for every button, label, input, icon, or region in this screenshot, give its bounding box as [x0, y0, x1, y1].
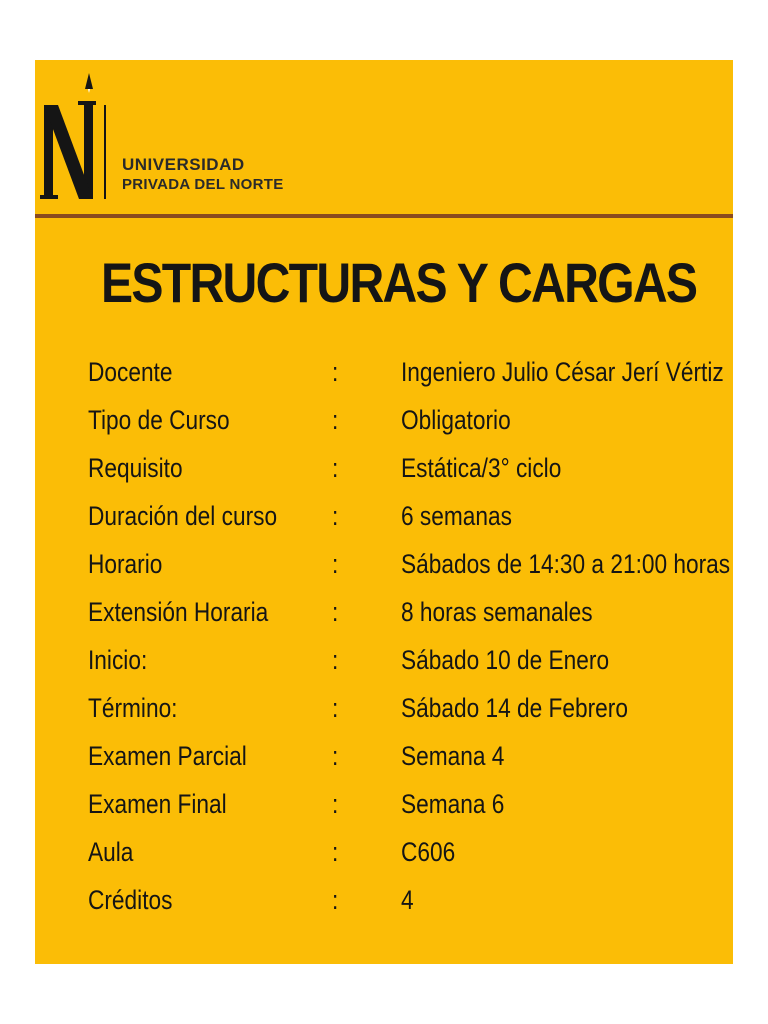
info-label: Examen Final: [88, 789, 227, 819]
info-separator: :: [332, 357, 339, 387]
info-value: Ingeniero Julio César Jerí Vértiz: [401, 357, 724, 387]
info-value: Semana 6: [401, 789, 505, 819]
info-row: [88, 835, 728, 883]
university-name: [122, 155, 284, 195]
info-value: 8 horas semanales: [401, 597, 593, 627]
info-value: Semana 4: [401, 741, 505, 771]
info-label: Extensión Horaria: [88, 597, 269, 627]
university-name-line2: PRIVADA DEL NORTE: [122, 176, 284, 193]
university-logo: [40, 65, 310, 205]
info-row: [88, 595, 728, 643]
info-label: Inicio:: [88, 645, 148, 675]
info-row: [88, 643, 728, 691]
info-row: [88, 403, 728, 451]
info-label: Horario: [88, 549, 163, 579]
info-separator: :: [332, 549, 339, 579]
info-row: [88, 787, 728, 835]
info-label: Créditos: [88, 885, 173, 915]
info-value: Sábado 10 de Enero: [401, 645, 610, 675]
info-value: C606: [401, 837, 456, 867]
info-separator: :: [332, 501, 339, 531]
info-label: Docente: [88, 357, 173, 387]
info-row: [88, 883, 728, 931]
info-separator: :: [332, 789, 339, 819]
info-row: [88, 739, 728, 787]
info-separator: :: [332, 837, 339, 867]
info-separator: :: [332, 693, 339, 723]
n-tilde-logo-icon: [40, 65, 110, 205]
header-divider: [35, 214, 733, 218]
info-separator: :: [332, 741, 339, 771]
info-separator: :: [332, 885, 339, 915]
info-label: Tipo de Curso: [88, 405, 230, 435]
slide: [35, 60, 733, 964]
info-value: Sábados de 14:30 a 21:00 horas: [401, 549, 731, 579]
info-label: Requisito: [88, 453, 183, 483]
university-name-line1: UNIVERSIDAD: [122, 155, 245, 174]
info-label: Duración del curso: [88, 501, 278, 531]
info-value: 6 semanas: [401, 501, 512, 531]
info-separator: :: [332, 597, 339, 627]
info-row: [88, 355, 728, 403]
info-row: [88, 691, 728, 739]
info-value: Estática/3° ciclo: [401, 453, 562, 483]
info-row: [88, 547, 731, 595]
info-label: Término:: [88, 693, 178, 723]
info-label: Examen Parcial: [88, 741, 247, 771]
info-separator: :: [332, 453, 339, 483]
info-row: [88, 499, 728, 547]
info-value: 4: [401, 885, 414, 915]
info-value: Obligatorio: [401, 405, 511, 435]
info-label: Aula: [88, 837, 134, 867]
info-value: Sábado 14 de Febrero: [401, 693, 628, 723]
info-separator: :: [332, 405, 339, 435]
course-title: ESTRUCTURAS Y CARGAS: [101, 251, 697, 314]
course-info-table: [88, 355, 731, 931]
info-separator: :: [332, 645, 339, 675]
info-row: [88, 451, 728, 499]
